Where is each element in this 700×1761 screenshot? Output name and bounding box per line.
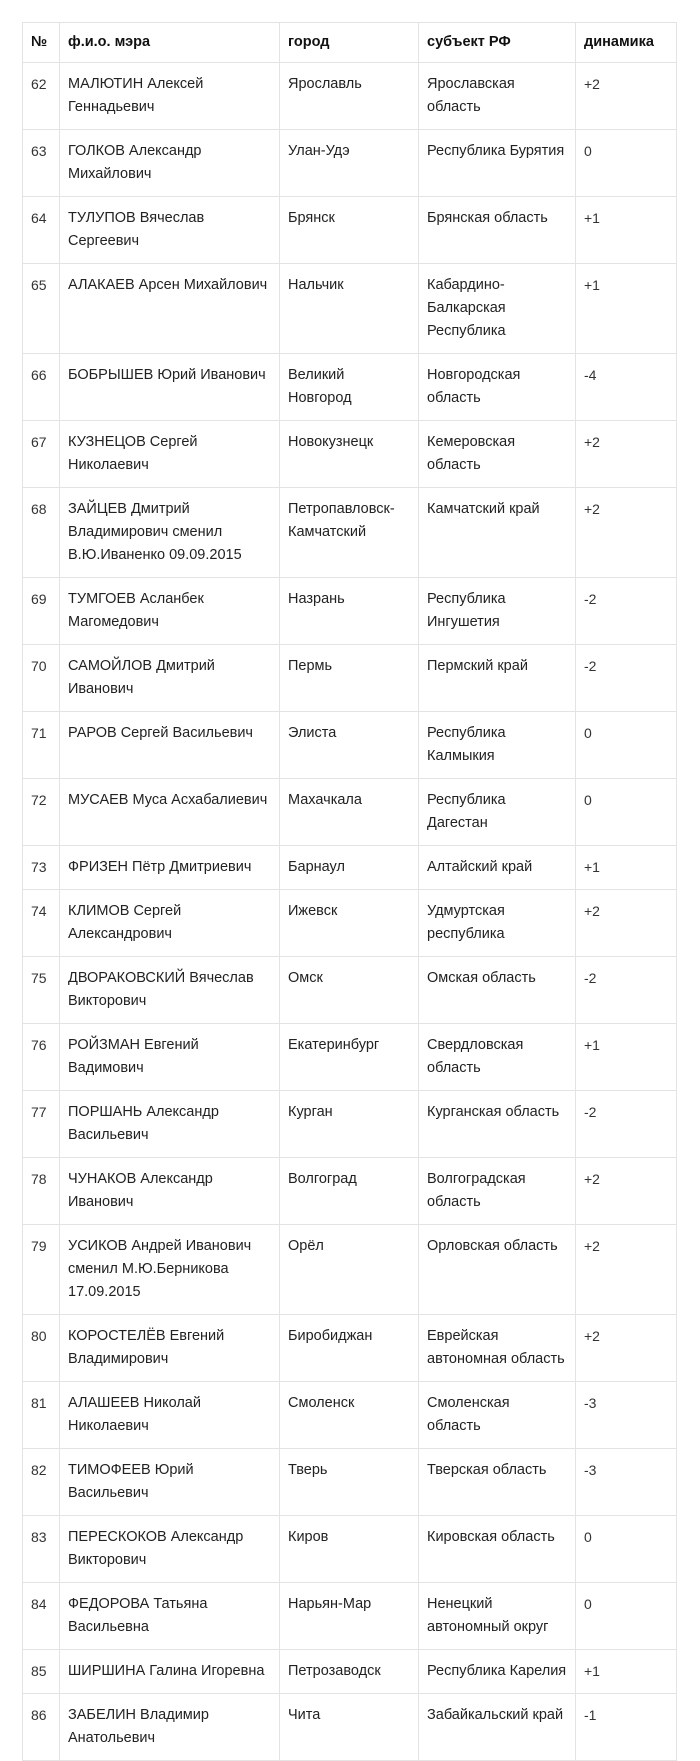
cell-region: Алтайский край — [419, 846, 576, 890]
cell-region: Тверская область — [419, 1449, 576, 1516]
table-header-row — [23, 23, 677, 63]
table-row — [23, 264, 677, 354]
cell-city: Элиста — [280, 712, 419, 779]
column-header-name: ф.и.о. мэра — [60, 23, 280, 63]
cell-dynamics: 0 — [576, 1516, 677, 1583]
cell-dynamics: -2 — [576, 957, 677, 1024]
cell-num: 62 — [23, 63, 60, 130]
cell-mayor-name: ФЕДОРОВА Татьяна Васильевна — [60, 1583, 280, 1650]
cell-city: Орёл — [280, 1225, 419, 1315]
cell-region: Волгоградская область — [419, 1158, 576, 1225]
cell-mayor-name: ТИМОФЕЕВ Юрий Васильевич — [60, 1449, 280, 1516]
cell-region: Республика Калмыкия — [419, 712, 576, 779]
cell-region: Удмуртская республика — [419, 890, 576, 957]
table-row — [23, 890, 677, 957]
cell-dynamics: -4 — [576, 354, 677, 421]
cell-mayor-name: ТУЛУПОВ Вячеслав Сергеевич — [60, 197, 280, 264]
cell-num: 79 — [23, 1225, 60, 1315]
cell-num: 68 — [23, 488, 60, 578]
cell-dynamics: +2 — [576, 488, 677, 578]
cell-city: Ижевск — [280, 890, 419, 957]
cell-city: Петрозаводск — [280, 1650, 419, 1694]
table-row — [23, 1024, 677, 1091]
column-header-city: город — [280, 23, 419, 63]
cell-region: Новгородская область — [419, 354, 576, 421]
cell-num: 83 — [23, 1516, 60, 1583]
cell-city: Назрань — [280, 578, 419, 645]
cell-city: Волгоград — [280, 1158, 419, 1225]
column-header-num: № — [23, 23, 60, 63]
cell-dynamics: +2 — [576, 890, 677, 957]
cell-dynamics: +1 — [576, 264, 677, 354]
cell-region: Ярославская область — [419, 63, 576, 130]
cell-num: 73 — [23, 846, 60, 890]
cell-mayor-name: ФРИЗЕН Пётр Дмитриевич — [60, 846, 280, 890]
table-row — [23, 1516, 677, 1583]
cell-num: 72 — [23, 779, 60, 846]
table-row — [23, 1583, 677, 1650]
cell-num: 65 — [23, 264, 60, 354]
cell-mayor-name: ПЕРЕСКОКОВ Александр Викторович — [60, 1516, 280, 1583]
cell-num: 67 — [23, 421, 60, 488]
table-row — [23, 197, 677, 264]
cell-region: Орловская область — [419, 1225, 576, 1315]
cell-city: Курган — [280, 1091, 419, 1158]
cell-city: Новокузнецк — [280, 421, 419, 488]
cell-region: Свердловская область — [419, 1024, 576, 1091]
cell-city: Махачкала — [280, 779, 419, 846]
cell-dynamics: -3 — [576, 1382, 677, 1449]
cell-num: 75 — [23, 957, 60, 1024]
cell-region: Республика Дагестан — [419, 779, 576, 846]
cell-dynamics: 0 — [576, 712, 677, 779]
table-row — [23, 354, 677, 421]
cell-dynamics: +2 — [576, 1225, 677, 1315]
cell-mayor-name: КЛИМОВ Сергей Александрович — [60, 890, 280, 957]
table-row — [23, 1449, 677, 1516]
cell-city: Улан-Удэ — [280, 130, 419, 197]
cell-region: Кабардино-Балкарская Республика — [419, 264, 576, 354]
cell-region: Омская область — [419, 957, 576, 1024]
cell-mayor-name: МУСАЕВ Муса Асхабалиевич — [60, 779, 280, 846]
cell-mayor-name: ДВОРАКОВСКИЙ Вячеслав Викторович — [60, 957, 280, 1024]
cell-num: 84 — [23, 1583, 60, 1650]
cell-city: Екатеринбург — [280, 1024, 419, 1091]
cell-mayor-name: АЛАШЕЕВ Николай Николаевич — [60, 1382, 280, 1449]
table-row — [23, 1382, 677, 1449]
cell-num: 70 — [23, 645, 60, 712]
cell-region: Еврейская автономная область — [419, 1315, 576, 1382]
mayors-ranking-table — [22, 22, 677, 1761]
cell-region: Республика Бурятия — [419, 130, 576, 197]
cell-dynamics: 0 — [576, 779, 677, 846]
cell-num: 74 — [23, 890, 60, 957]
cell-city: Ярославль — [280, 63, 419, 130]
table-row — [23, 130, 677, 197]
table-row — [23, 578, 677, 645]
cell-region: Забайкальский край — [419, 1694, 576, 1761]
cell-city: Пермь — [280, 645, 419, 712]
cell-dynamics: +1 — [576, 1024, 677, 1091]
cell-mayor-name: КУЗНЕЦОВ Сергей Николаевич — [60, 421, 280, 488]
table-row — [23, 421, 677, 488]
cell-dynamics: +2 — [576, 63, 677, 130]
cell-city: Петропавловск-Камчатский — [280, 488, 419, 578]
table-row — [23, 1650, 677, 1694]
cell-mayor-name: ШИРШИНА Галина Игоревна — [60, 1650, 280, 1694]
cell-region: Брянская область — [419, 197, 576, 264]
table-row — [23, 846, 677, 890]
cell-city: Омск — [280, 957, 419, 1024]
cell-mayor-name: УСИКОВ Андрей Иванович сменил М.Ю.Берникова 17.09.2015 — [60, 1225, 280, 1315]
cell-num: 76 — [23, 1024, 60, 1091]
table-row — [23, 645, 677, 712]
cell-city: Биробиджан — [280, 1315, 419, 1382]
cell-region: Республика Ингушетия — [419, 578, 576, 645]
cell-dynamics: +2 — [576, 1315, 677, 1382]
cell-num: 81 — [23, 1382, 60, 1449]
cell-mayor-name: ЗАБЕЛИН Владимир Анатольевич — [60, 1694, 280, 1761]
cell-mayor-name: МАЛЮТИН Алексей Геннадьевич — [60, 63, 280, 130]
cell-dynamics: +1 — [576, 197, 677, 264]
cell-city: Брянск — [280, 197, 419, 264]
cell-dynamics: -2 — [576, 578, 677, 645]
cell-city: Смоленск — [280, 1382, 419, 1449]
column-header-dynamics: динамика — [576, 23, 677, 63]
cell-dynamics: 0 — [576, 1583, 677, 1650]
column-header-region: субъект РФ — [419, 23, 576, 63]
cell-dynamics: +2 — [576, 421, 677, 488]
cell-mayor-name: ГОЛКОВ Александр Михайлович — [60, 130, 280, 197]
cell-dynamics: -1 — [576, 1694, 677, 1761]
cell-mayor-name: ЗАЙЦЕВ Дмитрий Владимирович сменил В.Ю.Иваненко 09.09.2015 — [60, 488, 280, 578]
table-row — [23, 1225, 677, 1315]
table-row — [23, 63, 677, 130]
cell-region: Республика Карелия — [419, 1650, 576, 1694]
cell-city: Чита — [280, 1694, 419, 1761]
cell-dynamics: +2 — [576, 1158, 677, 1225]
cell-mayor-name: БОБРЫШЕВ Юрий Иванович — [60, 354, 280, 421]
cell-dynamics: 0 — [576, 130, 677, 197]
table-row — [23, 712, 677, 779]
cell-num: 71 — [23, 712, 60, 779]
cell-region: Пермский край — [419, 645, 576, 712]
cell-region: Ненецкий автономный округ — [419, 1583, 576, 1650]
cell-region: Камчатский край — [419, 488, 576, 578]
cell-num: 63 — [23, 130, 60, 197]
cell-mayor-name: РОЙЗМАН Евгений Вадимович — [60, 1024, 280, 1091]
cell-num: 77 — [23, 1091, 60, 1158]
cell-dynamics: -3 — [576, 1449, 677, 1516]
cell-num: 78 — [23, 1158, 60, 1225]
cell-city: Великий Новгород — [280, 354, 419, 421]
cell-num: 64 — [23, 197, 60, 264]
cell-city: Нальчик — [280, 264, 419, 354]
cell-dynamics: +1 — [576, 846, 677, 890]
cell-num: 69 — [23, 578, 60, 645]
cell-dynamics: -2 — [576, 645, 677, 712]
cell-city: Киров — [280, 1516, 419, 1583]
cell-num: 82 — [23, 1449, 60, 1516]
cell-city: Барнаул — [280, 846, 419, 890]
cell-mayor-name: ЧУНАКОВ Александр Иванович — [60, 1158, 280, 1225]
cell-city: Нарьян-Мар — [280, 1583, 419, 1650]
table-row — [23, 1158, 677, 1225]
cell-num: 85 — [23, 1650, 60, 1694]
cell-region: Кировская область — [419, 1516, 576, 1583]
cell-dynamics: +1 — [576, 1650, 677, 1694]
cell-region: Смоленская область — [419, 1382, 576, 1449]
table-row — [23, 1315, 677, 1382]
cell-mayor-name: САМОЙЛОВ Дмитрий Иванович — [60, 645, 280, 712]
cell-region: Курганская область — [419, 1091, 576, 1158]
cell-mayor-name: АЛАКАЕВ Арсен Михайлович — [60, 264, 280, 354]
cell-region: Кемеровская область — [419, 421, 576, 488]
cell-dynamics: -2 — [576, 1091, 677, 1158]
cell-num: 66 — [23, 354, 60, 421]
table-row — [23, 779, 677, 846]
cell-mayor-name: ПОРШАНЬ Александр Васильевич — [60, 1091, 280, 1158]
cell-mayor-name: РАРОВ Сергей Васильевич — [60, 712, 280, 779]
cell-num: 86 — [23, 1694, 60, 1761]
table-body — [23, 63, 677, 1761]
table-row — [23, 1694, 677, 1761]
cell-mayor-name: КОРОСТЕЛЁВ Евгений Владимирович — [60, 1315, 280, 1382]
table-row — [23, 1091, 677, 1158]
cell-city: Тверь — [280, 1449, 419, 1516]
table-row — [23, 488, 677, 578]
table-row — [23, 957, 677, 1024]
cell-num: 80 — [23, 1315, 60, 1382]
cell-mayor-name: ТУМГОЕВ Асланбек Магомедович — [60, 578, 280, 645]
